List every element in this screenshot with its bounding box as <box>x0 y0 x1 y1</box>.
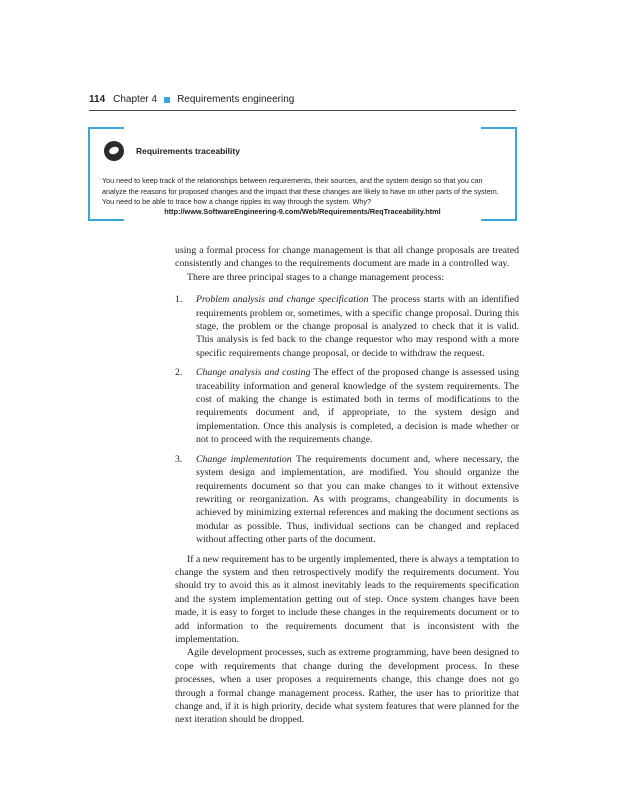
list-term: Change implementation <box>196 453 296 465</box>
chapter-label: Chapter 4 <box>113 94 158 105</box>
para-stages: There are three principal stages to a change management process: <box>187 271 445 283</box>
list-item <box>175 293 519 360</box>
para-agile: Agile development processes, such as extreme programming, have been designed to cope with requirements that change during the development process. In these processes, when a user proposes a requirements change, this change does not go through a formal change management process. Rather, the user has to prioritize that change and, if it is high priority, decide what system features that were planned for the next iteration should be dropped. <box>175 647 519 726</box>
list-term: Change analysis and costing <box>196 367 314 379</box>
list-text: The effect of the proposed change is assessed using traceability information and general knowledge of the system requirements. The cost of making the change is estimated both in terms of modifications to the requirements document and, if appropriate, to the system design and implementation. Once this analysis is completed, a decision is made whether or not to proceed with the requirements change. <box>196 367 519 446</box>
mouse-icon <box>104 141 124 161</box>
list-number: 2. <box>175 367 183 379</box>
list-item <box>175 366 519 446</box>
list-number: 1. <box>175 294 183 306</box>
chapter-title: Requirements engineering <box>177 94 295 105</box>
list-text: The process starts with an identified requirements problem or, sometimes, with a specific change proposal. During this stage, the problem or the change proposal is analyzed to check that it is valid. This analysis is fed back to the change requestor who may respond with a more specific requirements change proposal, or decide to withdraw the request. <box>196 294 519 359</box>
page-number: 114 <box>89 94 106 105</box>
para-urgent: If a new requirement has to be urgently implemented, there is always a temptation to change the system and then retrospectively modify the requirements document. You should try to avoid this as it almost inevitably leads to the requirements specification and the system implementation getting out of step. Once system changes have been made, it is easy to forget to include these changes in the requirements document or to add information to the requirements document that is inconsistent with the implementation. <box>175 553 519 645</box>
feature-title: Requirements traceability <box>136 146 240 156</box>
main-text <box>175 244 519 727</box>
feature-url-link[interactable]: http://www.SoftwareEngineering-9.com/Web/Requirements/ReqTraceability.html <box>164 207 441 216</box>
feature-text: You need to keep track of the relationships between requirements, their sources, and the system design so that you can analyze the reasons for proposed changes and the impact that these changes are likely to have on other parts of the system. You need to be able to trace how a change ripples its way through the system. Why? <box>102 176 499 206</box>
stages-list <box>175 293 519 546</box>
list-item <box>175 453 519 547</box>
header-square-icon <box>164 97 170 103</box>
list-text: The requirements document and, where necessary, the system design and implementation, are modified. You should organize the requirements document so that you can make changes to it without extensive rewriting or reorganization. As with programs, changeability in documents is achieved by minimizing external references and making the document sections as modular as possible. Thus, individual sections can be changed and replaced without affecting other parts of the document. <box>196 453 519 546</box>
list-term: Problem analysis and change specification <box>196 294 373 306</box>
para-intro: using a formal process for change management is that all change proposals are treated consistently and changes to the requirements document are made in a controlled way. <box>175 245 519 270</box>
running-header <box>89 94 516 111</box>
traceability-feature-box <box>88 127 517 220</box>
list-number: 3. <box>175 453 183 465</box>
